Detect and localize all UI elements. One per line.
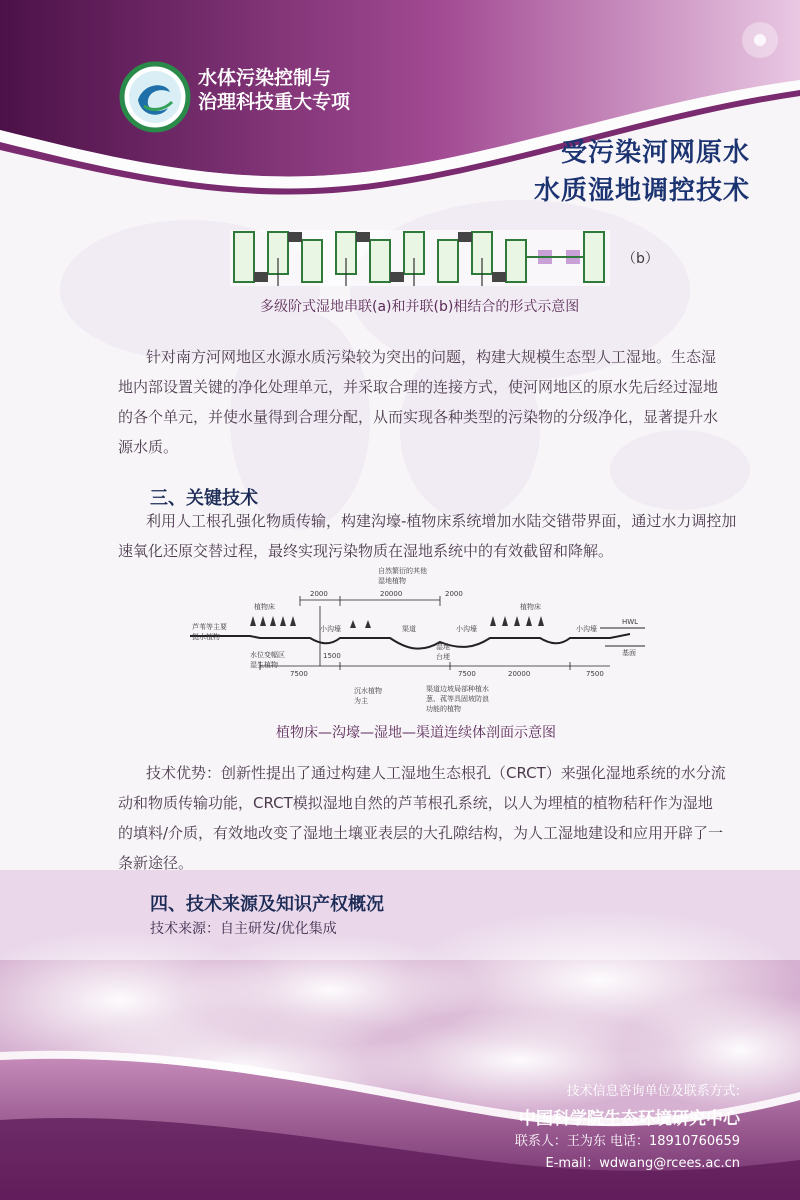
fig2-dim-20000b: 20000 — [508, 670, 531, 678]
cross-section-lines — [190, 566, 650, 716]
fig2-bank — [426, 684, 489, 714]
fig2-dim-2000b: 2000 — [445, 590, 463, 598]
org-line-1: 水体污染控制与 — [198, 67, 332, 89]
fig2-reed — [192, 622, 227, 642]
intro-paragraph — [118, 342, 718, 462]
footer-org: 中国科学院生态环境研究中心 — [519, 1109, 740, 1129]
advantage-paragraph — [118, 758, 738, 878]
fig2-dim-20000: 20000 — [380, 590, 403, 598]
fig2-dim-1500: 1500 — [323, 652, 341, 660]
fig2-bank-2: 葱、菰等具固坡防浪 — [426, 695, 489, 703]
intro-line-1: 针对南方河网地区水源水质污染较为突出的问题，构建大规模生态型人工湿地。生态湿 — [146, 348, 717, 366]
fig2-wet — [436, 642, 450, 662]
figure2-caption: 植物床—沟壕—湿地—渠道连续体剖面示意图 — [276, 725, 556, 741]
fig2-bed-right: 植物床 — [520, 603, 541, 611]
section3-line-1: 利用人工根孔强化物质传输，构建沟壕-植物床系统增加水陆交错带界面，通过水力调控加 — [146, 512, 737, 530]
fig2-dim-7500b: 7500 — [458, 670, 476, 678]
title-line-2: 水质湿地调控技术 — [533, 176, 750, 206]
fig2-dim-2000: 2000 — [310, 590, 328, 598]
fig2-base: 基面 — [622, 649, 636, 657]
fig2-reed-2: 挺水植物 — [192, 633, 220, 641]
footer-consult: 技术信息咨询单位及联系方式: — [566, 1084, 740, 1099]
wetland-series-diagram — [230, 228, 610, 288]
fig2-ditch-1: 小沟壕 — [320, 625, 341, 633]
fig2-sub-1: 沉水植物 — [354, 687, 382, 695]
section3-line-2: 速氧化还原交替过程，最终实现污染物质在湿地系统中的有效截留和降解。 — [118, 542, 614, 560]
fig2-wet-1: 湿地 — [436, 643, 450, 651]
intro-line-4: 源水质。 — [118, 438, 179, 456]
advantage-line-3: 的填料/介质，有效地改变了湿地土壤亚表层的大孔隙结构，为人工湿地建设和应用开辟了一 — [118, 824, 724, 842]
section4-source: 技术来源：自主研发/优化集成 — [150, 921, 337, 937]
fig2-top-note-1: 自然繁衍的其他 — [378, 567, 427, 575]
advantage-line-4: 条新途径。 — [118, 854, 194, 872]
fig2-sub-2: 为主 — [354, 697, 368, 705]
page-title — [534, 134, 750, 210]
fig2-reed-1: 芦苇等主要 — [192, 623, 227, 631]
cross-section-diagram — [190, 566, 650, 716]
title-line-1: 受污染河网原水 — [560, 138, 750, 168]
fig2-channel: 渠道 — [402, 625, 416, 633]
fig2-top-note-2: 湿地植物 — [378, 577, 406, 585]
section3-title: 三、关键技术 — [150, 488, 258, 509]
fig2-dim-7500a: 7500 — [290, 670, 308, 678]
intro-line-3: 的各个单元，并使水量得到合理分配，从而实现各种类型的污染物的分级净化，显著提升水 — [118, 408, 719, 426]
fig2-bank-1: 渠道边坡局部种植水 — [426, 685, 489, 693]
fig2-dim-7500c: 7500 — [586, 670, 604, 678]
footer-contact: 联系人：王为东 电话：18910760659 — [514, 1134, 740, 1149]
org-name — [198, 66, 350, 114]
advantage-line-2: 动和物质传输功能，CRCT模拟湿地自然的芦苇根孔系统，以人为埋植的植物秸秆作为湿地 — [118, 794, 713, 812]
logo-emblem — [118, 60, 192, 134]
org-line-2: 治理科技重大专项 — [198, 91, 351, 113]
fig2-zone-1: 水位变幅区 — [250, 651, 285, 659]
intro-line-2: 地内部设置关键的净化处理单元，并采取合理的连接方式，使河网地区的原水先后经过湿地 — [118, 378, 719, 396]
fig2-zone-2: 湿生植物 — [250, 661, 278, 669]
fig2-bank-3: 功能的植物 — [426, 705, 461, 713]
fig2-ditch-2: 小沟壕 — [456, 625, 477, 633]
figure1-label-b: （b） — [622, 251, 659, 267]
fig2-top-note — [378, 566, 427, 586]
fig2-wet-2: 台埂 — [436, 653, 450, 661]
fig2-ditch-3: 小沟壕 — [576, 625, 597, 633]
fig2-sub — [354, 686, 382, 706]
figure1-caption: 多级阶式湿地串联(a)和并联(b)相结合的形式示意图 — [260, 299, 580, 315]
fig2-zone — [250, 650, 285, 670]
fig2-hwl: HWL — [622, 618, 639, 626]
fig2-bed-left: 植物床 — [254, 603, 275, 611]
advantage-line-1: 技术优势：创新性提出了通过构建人工湿地生态根孔（CRCT）来强化湿地系统的水分流 — [146, 764, 726, 782]
section4-title: 四、技术来源及知识产权概况 — [150, 894, 384, 915]
section3-paragraph — [118, 506, 758, 566]
footer-email: E-mail：wdwang@rcees.ac.cn — [545, 1156, 740, 1171]
